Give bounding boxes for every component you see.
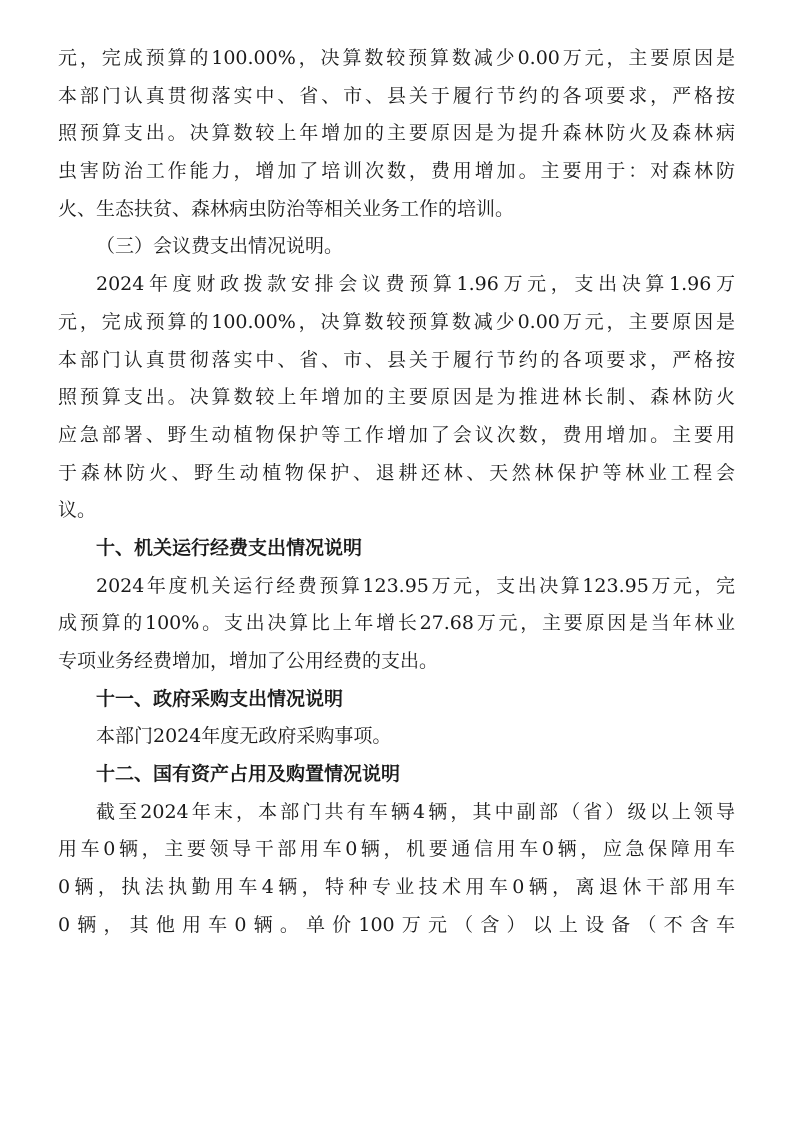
text-line: 照预算支出。决算数较上年增加的主要原因是为推进林长制、森林防火: [58, 386, 735, 409]
text-line: 议。: [58, 499, 97, 522]
text-line: 于森林防火、野生动植物保护、退耕还林、天然林保护等林业工程会: [58, 461, 735, 484]
paragraph-training-fee: [58, 40, 735, 228]
text-line: 截至2024年末，本部门共有车辆4辆，其中副部（省）级以上领导: [96, 800, 735, 823]
text-line: 元，完成预算的100.00%，决算数较预算数减少0.00万元，主要原因是: [58, 47, 735, 69]
text-line: 0辆，其他用车0辆。单价100万元（含）以上设备（不含车: [58, 913, 735, 936]
text-line: 2024年度财政拨款安排会议费预算1.96万元，支出决算1.96万: [96, 273, 735, 296]
text-line: 成预算的100%。支出决算比上年增长27.68万元，主要原因是当年林业: [58, 612, 735, 635]
section-heading-11: 十一、政府采购支出情况说明: [96, 687, 344, 710]
text-line: 照预算支出。决算数较上年增加的主要原因是为提升森林防火及森林病: [58, 122, 735, 145]
paragraph-assets: [58, 794, 735, 945]
text-line: 本部门认真贯彻落实中、省、市、县关于履行节约的各项要求，严格按: [58, 348, 735, 371]
text-line: 0辆，执法执勤用车4辆，特种专业技术用车0辆，离退休干部用车: [58, 876, 735, 899]
text-line: 元，完成预算的100.00%，决算数较预算数减少0.00万元，主要原因是: [58, 310, 735, 333]
text-line: 本部门认真贯彻落实中、省、市、县关于履行节约的各项要求，严格按: [58, 84, 735, 107]
subsection-title-meeting-fee: （三）会议费支出情况说明。: [96, 235, 344, 258]
text-line: 火、生态扶贫、森林病虫防治等相关业务工作的培训。: [58, 197, 515, 220]
text-line: 2024年度机关运行经费预算123.95万元，支出决算123.95万元，完: [96, 574, 735, 597]
text-line: 专项业务经费增加，增加了公用经费的支出。: [58, 650, 439, 672]
text-line: 虫害防治工作能力，增加了培训次数，费用增加。主要用于：对森林防: [58, 160, 735, 183]
paragraph-procurement: 本部门2024年度无政府采购事项。: [96, 725, 392, 748]
section-heading-10: 十、机关运行经费支出情况说明: [96, 536, 363, 559]
paragraph-meeting-fee: [58, 266, 735, 530]
text-line: 用车0辆，主要领导干部用车0辆，机要通信用车0辆，应急保障用车: [58, 838, 735, 861]
text-line: 应急部署、野生动植物保护等工作增加了会议次数，费用增加。主要用: [58, 423, 735, 446]
paragraph-operating-expenses: [58, 568, 735, 681]
section-heading-12: 十二、国有资产占用及购置情况说明: [96, 763, 401, 786]
